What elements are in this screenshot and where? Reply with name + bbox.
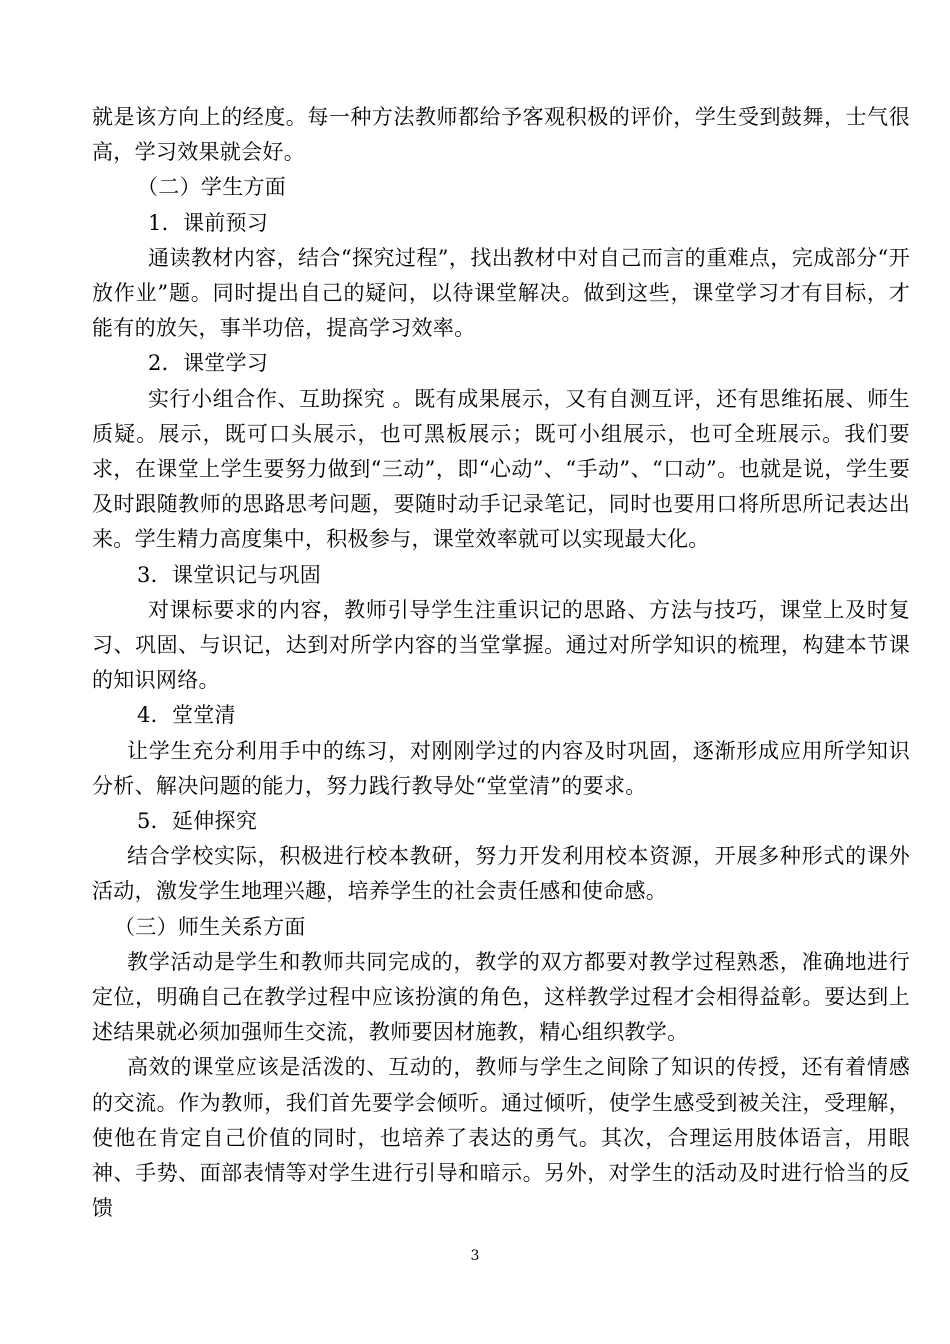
body-text (92, 100, 910, 1227)
paragraph: 结合学校实际，积极进行校本教研，努力开发利用校本资源，开展多种形式的课外活动，激发学生地理兴趣，培养学生的社会责任感和使命感。 (92, 844, 910, 904)
paragraph: 就是该方向上的经度。每一种方法教师都给予客观积极的评价，学生受到鼓舞，士气很高，学习效果就会好。 (92, 105, 910, 165)
paragraph: 教学活动是学生和教师共同完成的，教学的双方都要对教学过程熟悉，准确地进行定位，明确自己在教学过程中应该扮演的角色，这样教学过程才会相得益彰。要达到上述结果就必须加强师生交流，教师要因材施教，精心组织教学。 (92, 949, 910, 1045)
section-heading: （二）学生方面 (137, 175, 287, 200)
subheading: 2．课堂学习 (148, 351, 269, 376)
paragraph: 实行小组合作、互助探究 。既有成果展示，又有自测互评，还有思维拓展、师生质疑。展示，既可口头展示，也可黑板展示；既可小组展示，也可全班展示。我们要求，在课堂上学生要努力做到“三动”，即“心动”、“手动”、“口动”。也就是说，学生要及时跟随教师的思路思考问题，要随时动手记录笔记，同时也要用口将所思所记表达出来。学生精力高度集中，积极参与，课堂效率就可以实现最大化。 (92, 386, 910, 552)
paragraph: 高效的课堂应该是活泼的、互动的，教师与学生之间除了知识的传授，还有着情感的交流。作为教师，我们首先要学会倾听。通过倾听，使学生感受到被关注，受理解，使他在肯定自己价值的同时，也培养了表达的勇气。其次，合理运用肢体语言，用眼神、手势、面部表情等对学生进行引导和暗示。另外，对学生的活动及时进行恰当的反馈 (92, 1055, 910, 1221)
subheading: 1．课前预习 (148, 210, 269, 235)
paragraph: 通读教材内容，结合“探究过程”，找出教材中对自己而言的重难点，完成部分“开放作业”题。同时提出自己的疑问，以待课堂解决。做到这些，课堂学习才有目标，才能有的放矢，事半功倍，提高学习效率。 (92, 245, 910, 341)
subheading: 3．课堂识记与巩固 (137, 562, 322, 587)
subheading: 5．延伸探究 (137, 809, 258, 834)
section-heading: （三）师生关系方面 (114, 914, 306, 939)
paragraph: 对课标要求的内容，教师引导学生注重识记的思路、方法与技巧，课堂上及时复习、巩固、与识记，达到对所学内容的当堂掌握。通过对所学知识的梳理，构建本节课的知识网络。 (92, 597, 910, 693)
subheading: 4．堂堂清 (137, 703, 236, 728)
paragraph: 让学生充分利用手中的练习，对刚刚学过的内容及时巩固，逐渐形成应用所学知识分析、解决问题的能力，努力践行教导处“堂堂清”的要求。 (92, 738, 910, 798)
page-number: 3 (470, 1248, 480, 1264)
